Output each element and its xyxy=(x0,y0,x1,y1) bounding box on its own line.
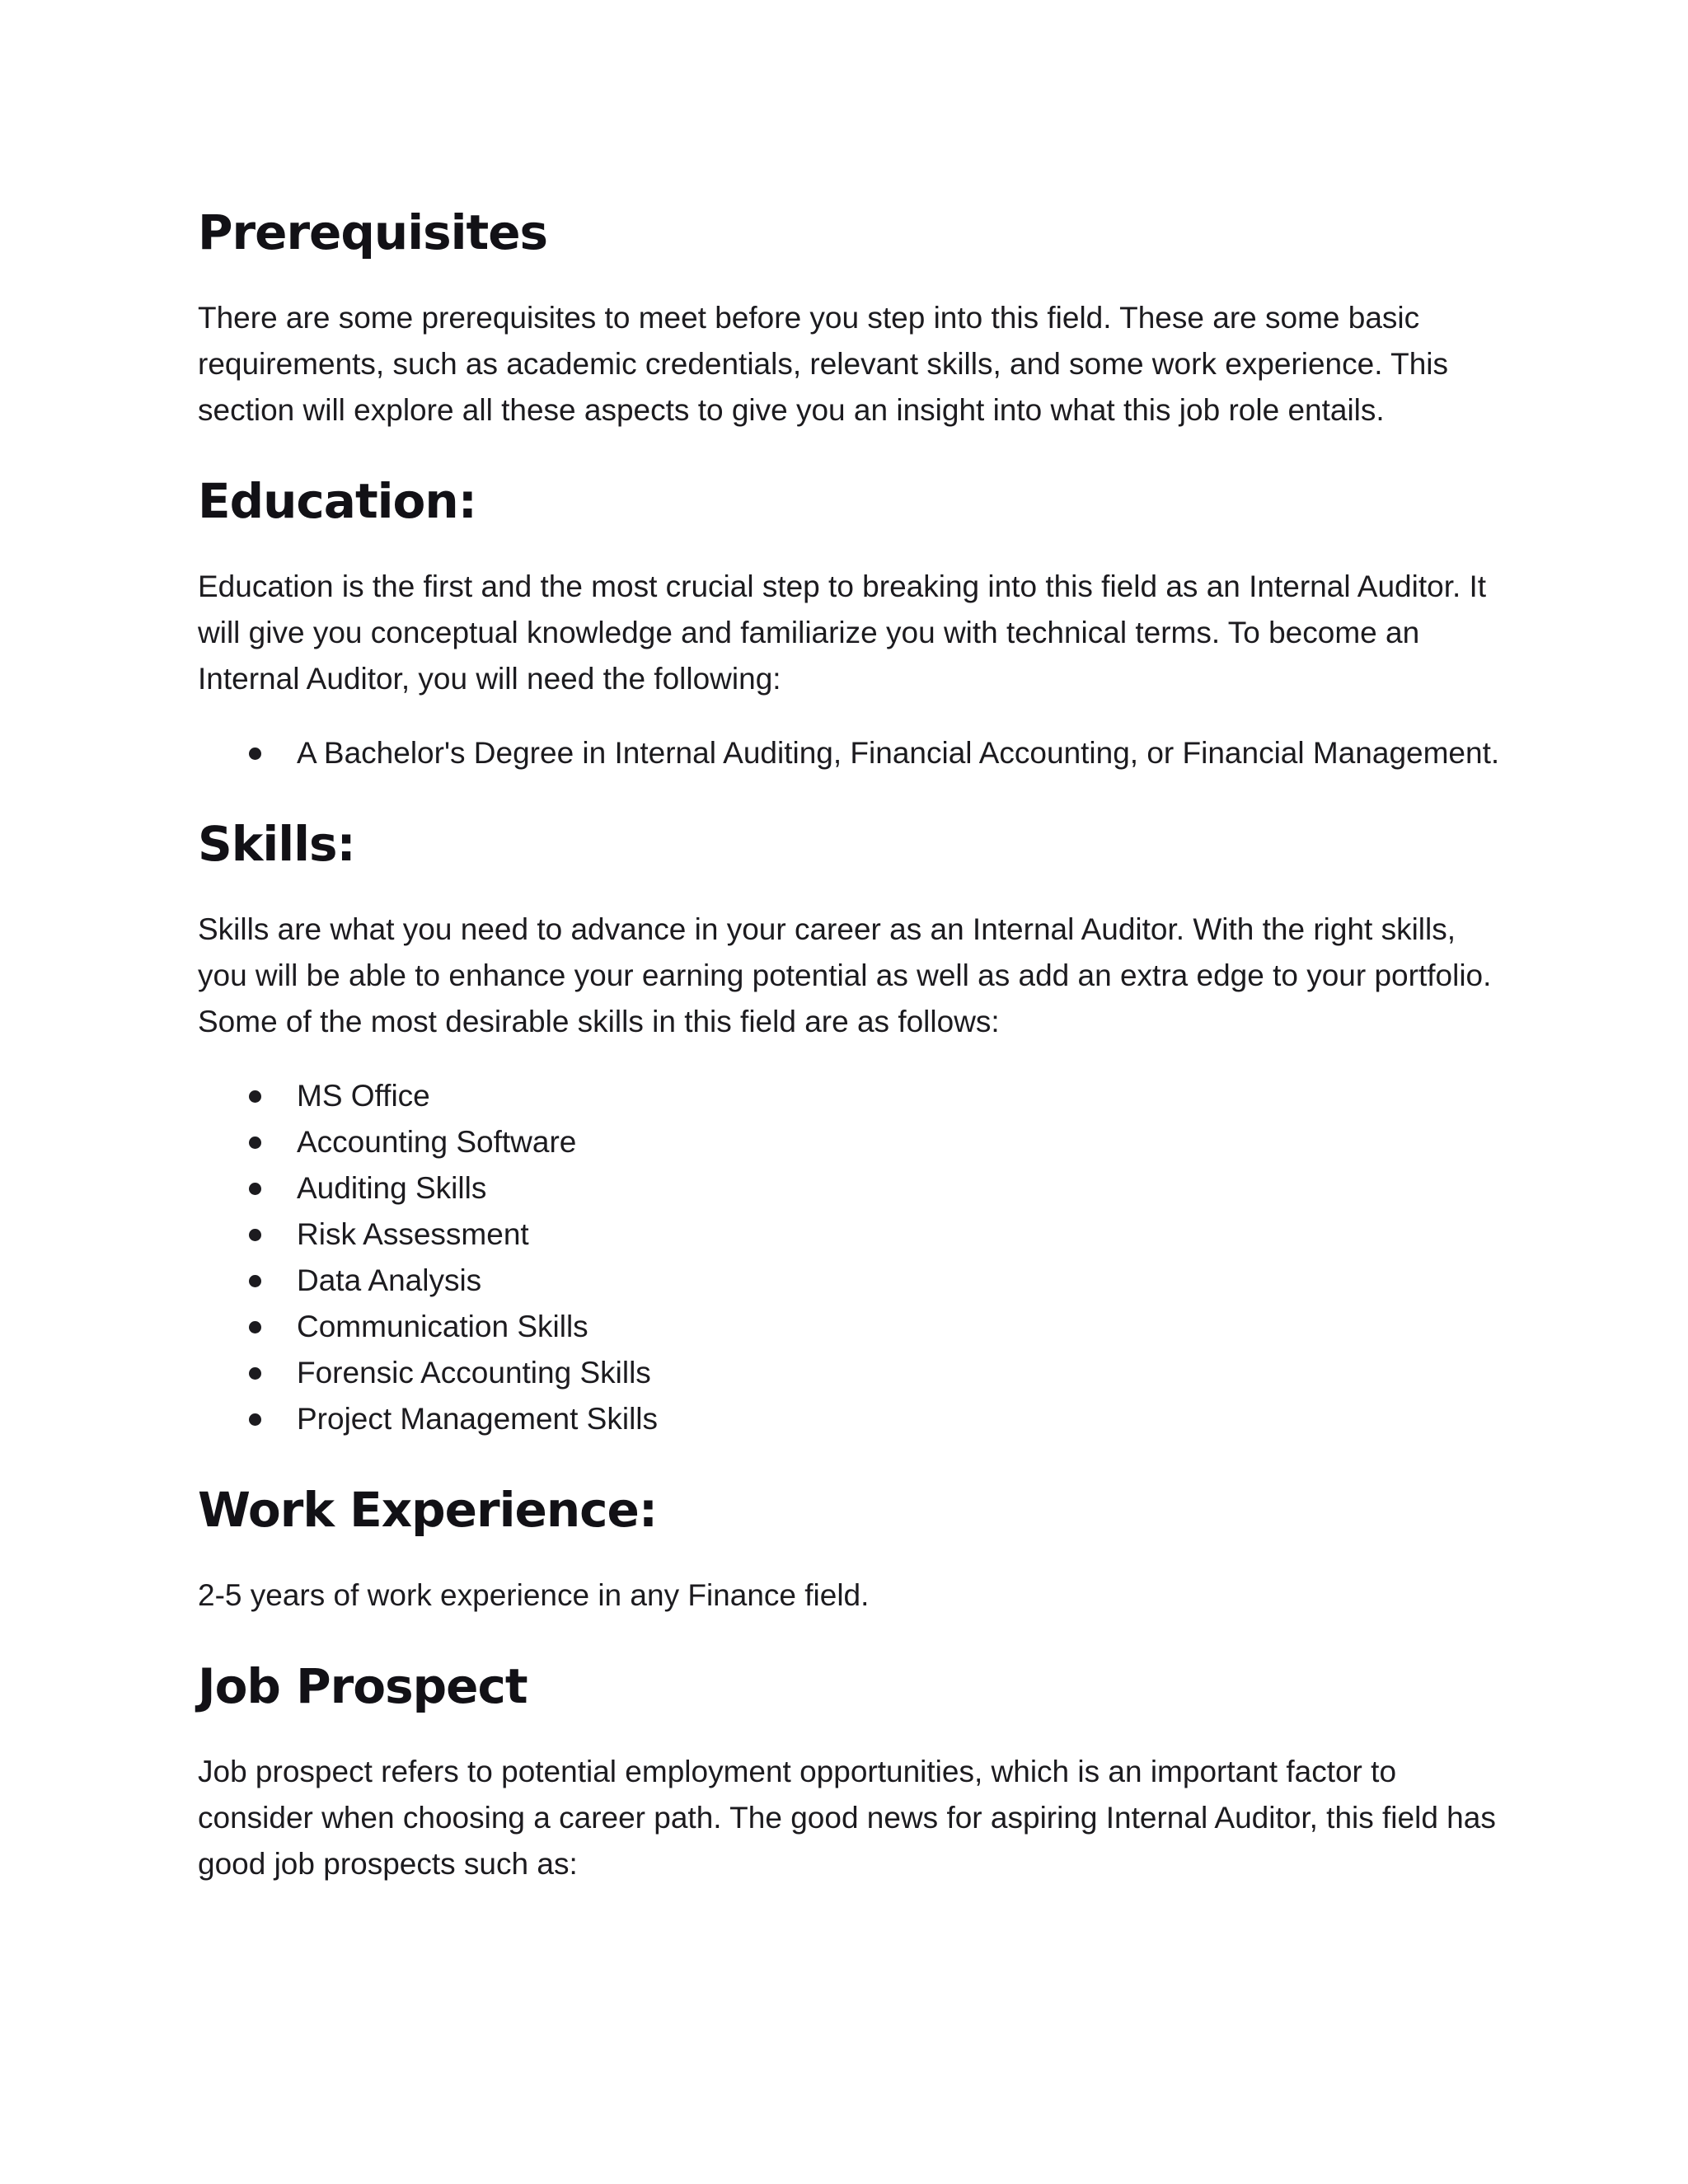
paragraph-education: Education is the first and the most crucial step to breaking into this field as an Internal Auditor. It will give you conceptual knowledge and familiarize you with technical terms. To become an Internal Auditor, you will need the following: xyxy=(198,569,1487,696)
bullet-icon xyxy=(249,1229,261,1241)
heading-work-experience: Work Experience: xyxy=(198,1482,658,1538)
list-item-text: Communication Skills xyxy=(297,1310,588,1343)
skills-list xyxy=(198,1073,1508,1442)
bullet-icon xyxy=(249,1321,261,1333)
list-item-text: Project Management Skills xyxy=(297,1402,659,1436)
bullet-icon xyxy=(249,1367,261,1380)
bullet-icon xyxy=(249,1090,261,1103)
paragraph-job-prospect: Job prospect refers to potential employment opportunities, which is an important factor to consider when choosing a career path. The good news for aspiring Internal Auditor, this field has good job prospects such as: xyxy=(198,1755,1496,1881)
list-item xyxy=(198,730,1508,776)
list-item-text: A Bachelor's Degree in Internal Auditing, Financial Accounting, or Financial Management. xyxy=(297,736,1500,770)
list-item xyxy=(198,1073,1508,1119)
list-item-text: Risk Assessment xyxy=(297,1217,529,1251)
paragraph-work-experience: 2-5 years of work experience in any Finance field. xyxy=(198,1578,870,1612)
list-item-text: Data Analysis xyxy=(297,1263,482,1297)
bullet-icon xyxy=(249,1413,261,1426)
heading-job-prospect: Job Prospect xyxy=(198,1658,528,1714)
list-item xyxy=(198,1165,1508,1212)
paragraph-skills: Skills are what you need to advance in your career as an Internal Auditor. With the right skills, you will be able to enhance your earning potential as well as add an extra edge to your portfolio. Some of the most desirable skills in this field are as follows: xyxy=(198,912,1492,1038)
list-item-text: Accounting Software xyxy=(297,1125,577,1159)
heading-prerequisites: Prerequisites xyxy=(198,204,548,260)
bullet-icon xyxy=(249,1275,261,1287)
heading-education: Education: xyxy=(198,473,476,529)
heading-skills: Skills: xyxy=(198,816,355,872)
list-item-text: Forensic Accounting Skills xyxy=(297,1356,651,1390)
list-item xyxy=(198,1258,1508,1304)
bullet-icon xyxy=(249,748,261,760)
list-item xyxy=(198,1350,1508,1396)
list-item-text: MS Office xyxy=(297,1079,430,1113)
list-item xyxy=(198,1304,1508,1350)
list-item xyxy=(198,1396,1508,1442)
bullet-icon xyxy=(249,1137,261,1149)
list-item xyxy=(198,1212,1508,1258)
education-list xyxy=(198,730,1508,776)
document-page xyxy=(198,198,1508,1887)
list-item-text: Auditing Skills xyxy=(297,1171,487,1205)
list-item xyxy=(198,1119,1508,1165)
bullet-icon xyxy=(249,1183,261,1195)
paragraph-prerequisites: There are some prerequisites to meet before you step into this field. These are some basic requirements, such as academic credentials, relevant skills, and some work experience. This section will explore all these aspects to give you an insight into what this job role entails. xyxy=(198,301,1448,427)
